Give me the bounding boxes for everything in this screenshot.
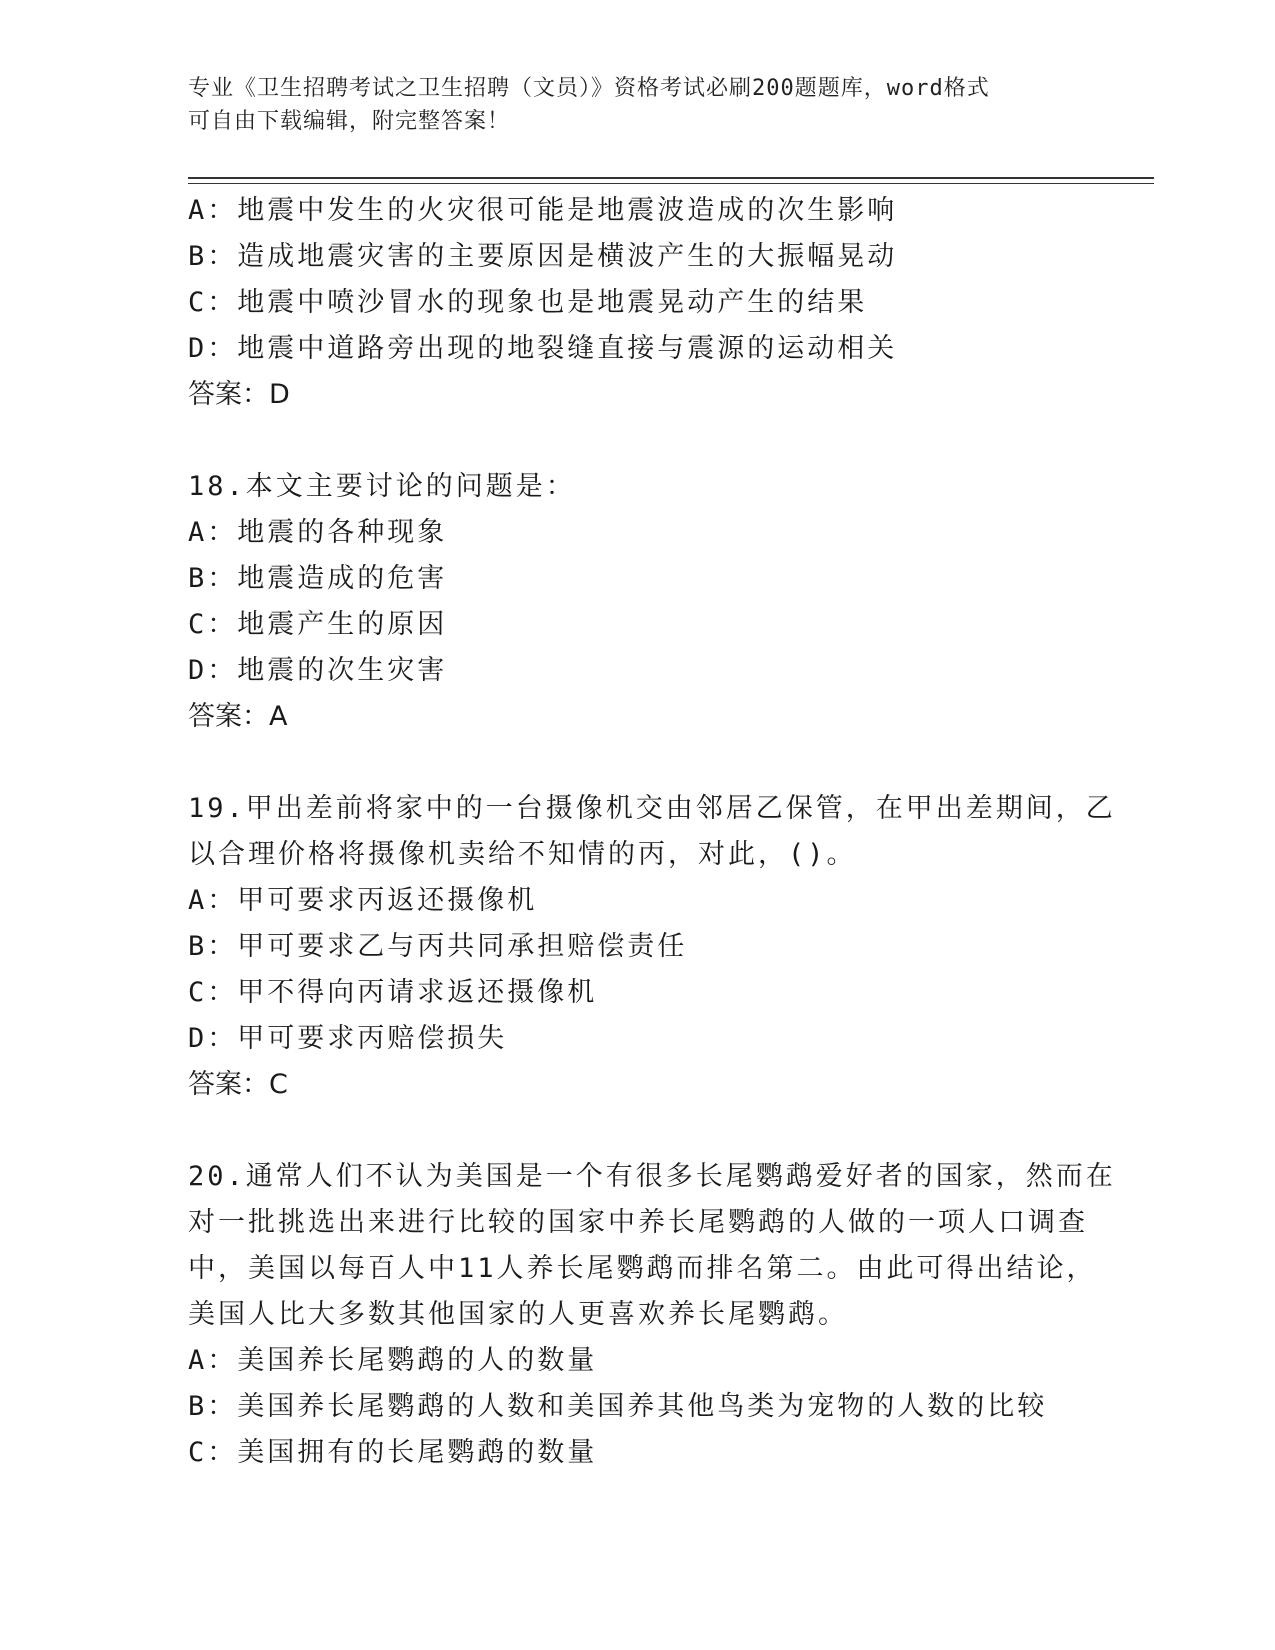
question-17 xyxy=(188,188,1088,418)
header-line-1: 专业《卫生招聘考试之卫生招聘（文员）》资格考试必刷200题题库，word格式 xyxy=(188,76,990,101)
option-a: A：美国养长尾鹦鹉的人的数量 xyxy=(188,1345,598,1376)
option-b: B：造成地震灾害的主要原因是横波产生的大振幅晃动 xyxy=(188,241,898,272)
spacer xyxy=(188,418,1088,464)
option-a: A：地震中发生的火灾很可能是地震波造成的次生影响 xyxy=(188,195,898,226)
question-20 xyxy=(188,1154,1116,1476)
question-stem: 美国人比大多数其他国家的人更喜欢养长尾鹦鹉。 xyxy=(188,1299,848,1330)
option-a: A：地震的各种现象 xyxy=(188,517,448,548)
question-18 xyxy=(188,464,1088,740)
document-header xyxy=(188,72,1088,138)
option-b: B：甲可要求乙与丙共同承担赔偿责任 xyxy=(188,931,688,962)
spacer xyxy=(188,1108,1088,1154)
answer-line: 答案：A xyxy=(188,701,288,732)
question-stem: 以合理价格将摄像机卖给不知情的丙，对此，()。 xyxy=(188,839,857,870)
answer-line: 答案：C xyxy=(188,1069,288,1100)
question-stem: 中，美国以每百人中11人养长尾鹦鹉而排名第二。由此可得出结论， xyxy=(188,1253,1097,1284)
option-b: B：美国养长尾鹦鹉的人数和美国养其他鸟类为宠物的人数的比较 xyxy=(188,1391,1048,1422)
question-stem: 对一批挑选出来进行比较的国家中养长尾鹦鹉的人做的一项人口调查 xyxy=(188,1207,1088,1238)
option-c: C：地震产生的原因 xyxy=(188,609,448,640)
answer-line: 答案：D xyxy=(188,379,290,410)
option-b: B：地震造成的危害 xyxy=(188,563,448,594)
header-divider-thick xyxy=(188,177,1154,179)
option-d: D：甲可要求丙赔偿损失 xyxy=(188,1023,508,1054)
question-stem: 19.甲出差前将家中的一台摄像机交由邻居乙保管，在甲出差期间，乙 xyxy=(188,793,1116,824)
option-c: C：甲不得向丙请求返还摄像机 xyxy=(188,977,598,1008)
option-d: D：地震的次生灾害 xyxy=(188,655,448,686)
header-divider-thin xyxy=(188,183,1154,184)
option-a: A：甲可要求丙返还摄像机 xyxy=(188,885,538,916)
question-content xyxy=(188,188,1116,1476)
option-d: D：地震中道路旁出现的地裂缝直接与震源的运动相关 xyxy=(188,333,898,364)
header-line-2: 可自由下载编辑，附完整答案！ xyxy=(188,109,511,134)
question-stem: 18.本文主要讨论的问题是： xyxy=(188,471,576,502)
question-19 xyxy=(188,786,1116,1108)
option-c: C：美国拥有的长尾鹦鹉的数量 xyxy=(188,1437,598,1468)
question-stem: 20.通常人们不认为美国是一个有很多长尾鹦鹉爱好者的国家，然而在 xyxy=(188,1161,1116,1192)
option-c: C：地震中喷沙冒水的现象也是地震晃动产生的结果 xyxy=(188,287,868,318)
spacer xyxy=(188,740,1088,786)
